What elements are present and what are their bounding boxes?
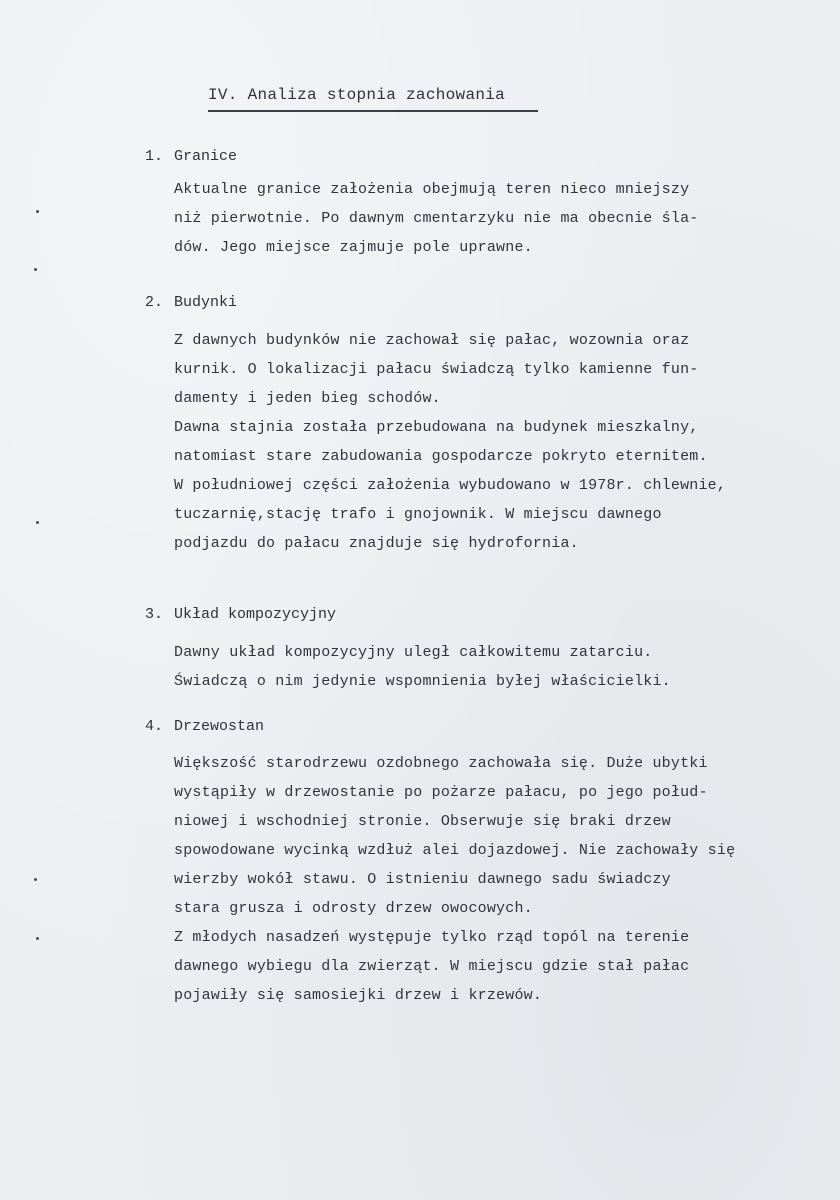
text-line: damenty i jeden bieg schodów.: [174, 390, 441, 407]
section-heading: [145, 718, 264, 735]
section-budynki-body: [174, 326, 814, 558]
section-number: 3.: [145, 606, 164, 623]
section-title: Drzewostan: [174, 718, 265, 735]
text-line: pojawiły się samosiejki drzew i krzewów.: [174, 987, 543, 1004]
text-line: spowodowane wycinką wzdłuż alei dojazdowej. Nie zachowały się: [174, 842, 736, 859]
title-block: [208, 86, 538, 112]
section-heading: [145, 294, 237, 311]
section-granice-heading: [145, 148, 237, 165]
text-line: Większość starodrzewu ozdobnego zachowała się. Duże ubytki: [174, 755, 708, 772]
scan-speck: [36, 210, 39, 213]
section-heading: [145, 148, 237, 165]
section-number: 4.: [145, 718, 164, 735]
text-line: Świadczą o nim jedynie wspomnienia byłej właścicielki.: [174, 673, 671, 690]
section-number: 2.: [145, 294, 164, 311]
section-granice-body: [174, 175, 814, 262]
text-line: W południowej części założenia wybudowano w 1978r. chlewnie,: [174, 477, 727, 494]
text-line: niż pierwotnie. Po dawnym cmentarzyku nie ma obecnie śla-: [174, 210, 699, 227]
text-line: stara grusza i odrosty drzew owocowych.: [174, 900, 533, 917]
text-line: dawnego wybiegu dla zwierząt. W miejscu gdzie stał pałac: [174, 958, 690, 975]
text-line: wierzby wokół stawu. O istnieniu dawnego sadu świadczy: [174, 871, 671, 888]
page-title: IV. Analiza stopnia zachowania: [208, 86, 506, 104]
text-line: dów. Jego miejsce zajmuje pole uprawne.: [174, 239, 533, 256]
scan-speck: [34, 878, 37, 881]
text-line: tuczarnię,stację trafo i gnojownik. W miejscu dawnego: [174, 506, 662, 523]
text-line: kurnik. O lokalizacji pałacu świadczą tylko kamienne fun-: [174, 361, 699, 378]
text-line: Z dawnych budynków nie zachował się pałac, wozownia oraz: [174, 332, 690, 349]
text-line: Aktualne granice założenia obejmują teren nieco mniejszy: [174, 181, 690, 198]
section-drzewostan-heading: [145, 718, 264, 735]
section-uklad-heading: [145, 606, 336, 623]
text-line: niowej i wschodniej stronie. Obserwuje się braki drzew: [174, 813, 671, 830]
scan-speck: [36, 521, 39, 524]
section-heading: [145, 606, 336, 623]
text-line: wystąpiły w drzewostanie po pożarze pałacu, po jego połud-: [174, 784, 708, 801]
section-number: 1.: [145, 148, 164, 165]
text-line: Dawna stajnia została przebudowana na budynek mieszkalny,: [174, 419, 699, 436]
title-underline: [208, 110, 538, 112]
scan-speck: [34, 268, 37, 271]
text-line: Dawny układ kompozycyjny uległ całkowitemu zatarciu.: [174, 644, 653, 661]
section-title: Układ kompozycyjny: [174, 606, 337, 623]
text-line: podjazdu do pałacu znajduje się hydrofornia.: [174, 535, 579, 552]
section-uklad-body: [174, 638, 814, 696]
section-title: Granice: [174, 148, 238, 165]
section-drzewostan-body: [174, 749, 814, 1010]
text-line: natomiast stare zabudowania gospodarcze pokryto eternitem.: [174, 448, 708, 465]
section-title: Budynki: [174, 294, 238, 311]
section-budynki-heading: [145, 294, 237, 311]
scan-speck: [36, 937, 39, 940]
text-line: Z młodych nasadzeń występuje tylko rząd topól na terenie: [174, 929, 690, 946]
